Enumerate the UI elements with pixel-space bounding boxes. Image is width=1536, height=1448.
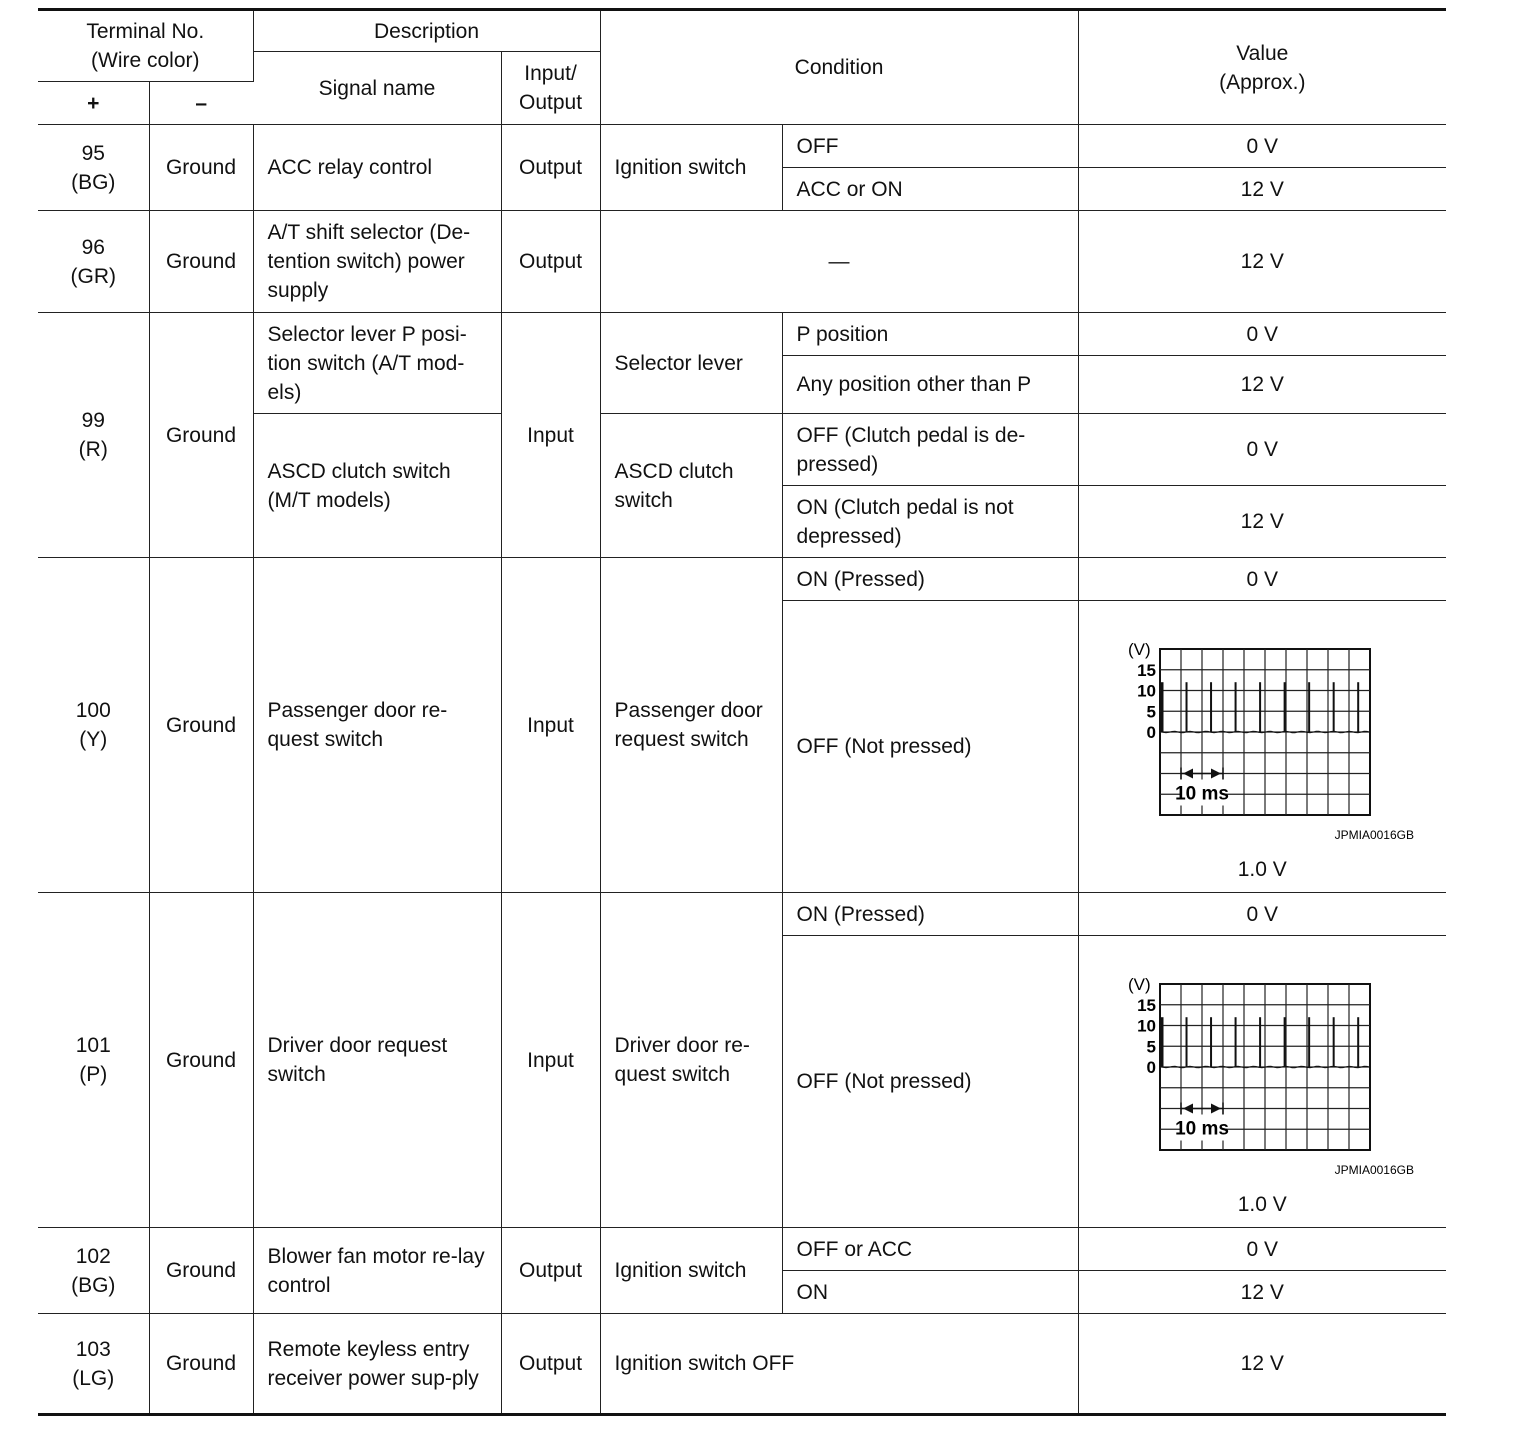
value: 1.0 V [1237, 857, 1287, 881]
condition-state: ON (Pressed) [782, 893, 1078, 936]
condition-state: OFF [782, 125, 1078, 168]
condition-state: OFF (Not pressed) [782, 601, 1078, 893]
terminal-no: 103 [75, 1337, 111, 1361]
waveform-chart [1117, 973, 1417, 1193]
value: 0 V [1078, 313, 1446, 356]
condition: Ignition switch [600, 1228, 782, 1314]
value: 12 V [1078, 486, 1446, 558]
waveform-chart [1117, 638, 1417, 858]
minus-terminal: Ground [149, 313, 253, 558]
arrow-right [1211, 768, 1221, 778]
header-signal-name: Signal name [253, 52, 501, 125]
minus-terminal: Ground [149, 125, 253, 211]
condition-state: ON (Pressed) [782, 558, 1078, 601]
table-row [38, 1314, 1446, 1415]
y-tick-label: 10 [1136, 681, 1156, 700]
io-direction: Output [501, 1228, 600, 1314]
minus-terminal: Ground [149, 211, 253, 313]
terminal-cell [38, 211, 149, 313]
condition-state: Any position other than P [782, 356, 1078, 414]
signal-name: Selector lever P posi-tion switch (A/T mod-els) [253, 313, 501, 414]
header-minus: – [149, 82, 253, 125]
terminal-cell [38, 313, 149, 558]
condition: — [600, 211, 1078, 313]
io-direction: Input [501, 313, 600, 558]
value-waveform-cell [1078, 601, 1446, 893]
terminal-cell [38, 1314, 149, 1415]
header-wire-color: (Wire color) [91, 49, 200, 72]
y-tick-label: 5 [1146, 701, 1156, 721]
header-io-line-1: Input/ [524, 62, 577, 85]
y-unit-label: (V) [1127, 639, 1151, 659]
minus-terminal: Ground [149, 1314, 253, 1415]
wire-color: (BG) [71, 1273, 116, 1297]
io-direction: Input [501, 558, 600, 893]
header-approx-label: (Approx.) [1219, 70, 1306, 94]
signal-name: Passenger door re-quest switch [253, 558, 501, 893]
value: 12 V [1078, 1314, 1446, 1415]
terminal-no: 100 [75, 699, 111, 722]
figure-id: JPMIA0016GB [1334, 827, 1414, 842]
header-row-1 [38, 10, 1446, 52]
minus-terminal: Ground [149, 558, 253, 893]
terminal-cell [38, 893, 149, 1228]
y-tick-label: 0 [1146, 722, 1156, 742]
table-row [38, 211, 1446, 313]
table-row [38, 313, 1446, 356]
condition: ASCD clutch switch [600, 414, 782, 558]
header-value [1078, 10, 1446, 125]
condition-state: OFF or ACC [782, 1228, 1078, 1271]
value: 0 V [1078, 125, 1446, 168]
header-terminal-no: Terminal No. [86, 20, 205, 43]
value: 0 V [1078, 414, 1446, 486]
y-tick-label: 10 [1136, 1016, 1156, 1035]
terminal-cell [38, 125, 149, 211]
signal-name: Remote keyless entry receiver power sup-ply [253, 1314, 501, 1415]
condition-state: OFF (Not pressed) [782, 936, 1078, 1228]
condition: Ignition switch OFF [600, 1314, 1078, 1415]
wire-color: (BG) [71, 170, 116, 194]
condition: Selector lever [600, 313, 782, 414]
terminal-spec-table [38, 8, 1446, 1416]
header-description: Description [253, 10, 600, 52]
y-tick-label: 15 [1136, 660, 1156, 680]
arrow-left [1183, 768, 1193, 778]
arrow-left [1183, 1103, 1193, 1113]
wire-color: (GR) [70, 264, 116, 288]
terminal-no: 96 [81, 235, 105, 259]
io-direction: Output [501, 1314, 600, 1415]
value-waveform-cell [1078, 936, 1446, 1228]
condition-state: ON (Clutch pedal is not depressed) [782, 486, 1078, 558]
value: 12 V [1078, 211, 1446, 313]
header-input-output [501, 52, 600, 125]
condition-state: ACC or ON [782, 168, 1078, 211]
header-condition: Condition [600, 10, 1078, 125]
terminal-no: 99 [81, 409, 105, 432]
signal-name: ASCD clutch switch (M/T models) [253, 414, 501, 558]
value: 1.0 V [1237, 1192, 1287, 1216]
io-direction: Input [501, 893, 600, 1228]
value: 12 V [1078, 356, 1446, 414]
terminal-cell [38, 558, 149, 893]
condition: Ignition switch [600, 125, 782, 211]
signal-name: ACC relay control [253, 125, 501, 211]
y-tick-label: 5 [1146, 1036, 1156, 1056]
minus-terminal: Ground [149, 1228, 253, 1314]
time-scale-label: 10 ms [1174, 1118, 1229, 1139]
header-terminal [38, 10, 253, 82]
condition: Driver door re-quest switch [600, 893, 782, 1228]
value: 0 V [1078, 558, 1446, 601]
table-row [38, 558, 1446, 601]
wire-color: (Y) [79, 728, 108, 751]
y-tick-label: 15 [1136, 995, 1156, 1015]
header-plus: + [38, 82, 149, 125]
condition-state: ON [782, 1271, 1078, 1314]
value: 12 V [1078, 1271, 1446, 1314]
figure-id: JPMIA0016GB [1334, 1162, 1414, 1177]
header-io-line-2: Output [518, 91, 583, 114]
condition-state: P position [782, 313, 1078, 356]
wire-color: (R) [78, 438, 108, 461]
terminal-no: 102 [75, 1244, 111, 1268]
wire-color: (LG) [72, 1366, 115, 1390]
minus-terminal: Ground [149, 893, 253, 1228]
condition-state: OFF (Clutch pedal is de-pressed) [782, 414, 1078, 486]
table-row [38, 1228, 1446, 1271]
header-value-label: Value [1236, 41, 1289, 65]
arrow-right [1211, 1103, 1221, 1113]
terminal-no: 95 [81, 141, 105, 165]
time-scale-label: 10 ms [1174, 783, 1229, 804]
y-tick-label: 0 [1146, 1057, 1156, 1077]
io-direction: Output [501, 125, 600, 211]
value: 0 V [1078, 893, 1446, 936]
io-direction: Output [501, 211, 600, 313]
table-row [38, 125, 1446, 168]
condition: Passenger door request switch [600, 558, 782, 893]
terminal-cell [38, 1228, 149, 1314]
signal-name: Blower fan motor re-lay control [253, 1228, 501, 1314]
signal-name: Driver door request switch [253, 893, 501, 1228]
y-unit-label: (V) [1127, 974, 1151, 994]
signal-name: A/T shift selector (De-tention switch) power supply [253, 211, 501, 313]
table-row [38, 893, 1446, 936]
wire-color: (P) [79, 1063, 108, 1086]
value: 0 V [1078, 1228, 1446, 1271]
terminal-no: 101 [75, 1034, 111, 1057]
value: 12 V [1078, 168, 1446, 211]
